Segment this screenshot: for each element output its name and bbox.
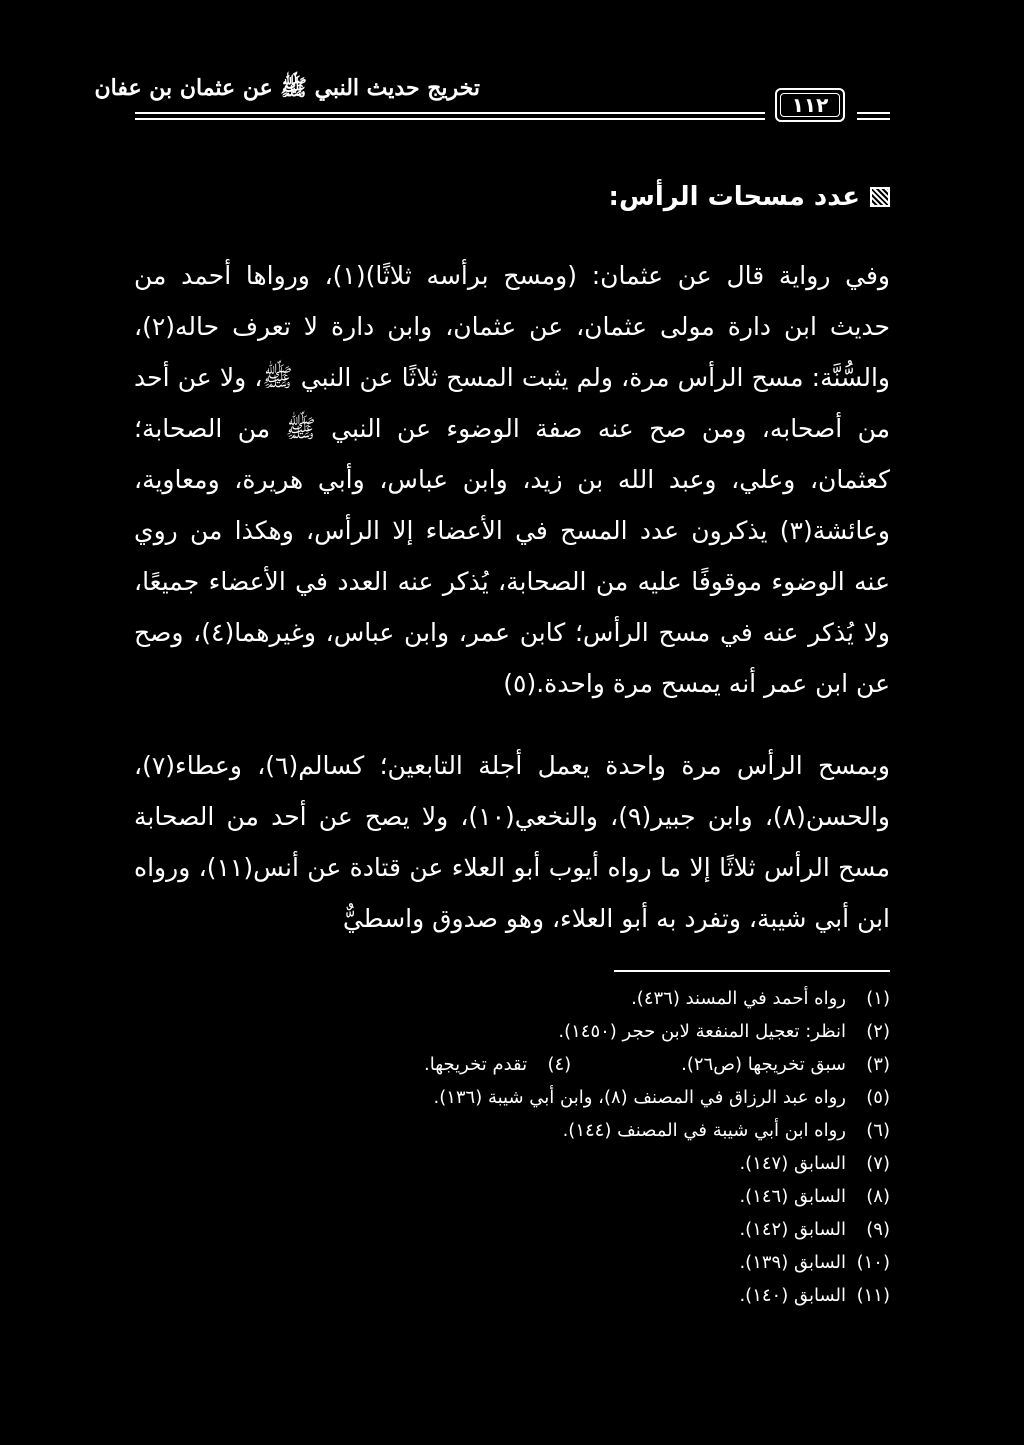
page-number: ١١٢ [791, 93, 829, 117]
footnote-text: السابق (١٤٦). [739, 1186, 846, 1207]
section-heading-text: عدد مسحات الرأس: [608, 182, 860, 212]
footnote [739, 1279, 890, 1312]
footnote [631, 982, 890, 1015]
footnote [563, 1114, 890, 1147]
square-bullet-icon [870, 187, 890, 207]
footnote-row [134, 982, 890, 1015]
footnote-text: رواه أحمد في المسند (٤٣٦). [631, 988, 846, 1009]
footnote-number: (٨) [866, 1186, 890, 1207]
footnote [739, 1180, 890, 1213]
footnote [739, 1147, 890, 1180]
header-rule-line [857, 112, 890, 114]
footnote-text: السابق (١٤٧). [739, 1153, 846, 1174]
header-rule-line [857, 118, 890, 120]
footnote [681, 1048, 890, 1081]
footnote-number: (٩) [866, 1219, 890, 1240]
footnote-row [134, 1048, 890, 1081]
footnote-row [134, 1279, 890, 1312]
footnote-number: (١) [866, 988, 890, 1009]
footnote-number: (٣) [866, 1054, 890, 1075]
footnote [558, 1015, 890, 1048]
footnote-text: السابق (١٤٢). [739, 1219, 846, 1240]
footnote-text: سبق تخريجها (ص٢٦). [681, 1054, 846, 1075]
footnote-number: (٥) [866, 1087, 890, 1108]
footnote-text: السابق (١٣٩). [739, 1252, 846, 1273]
section-heading [609, 182, 890, 212]
header-rule-right [857, 110, 890, 120]
footnote-number: (١١) [856, 1285, 890, 1306]
footnote-row [134, 1213, 890, 1246]
footnote-row [134, 1015, 890, 1048]
footnote-number: (٢) [866, 1021, 890, 1042]
footnote-text: رواه ابن أبي شيبة في المصنف (١٤٤). [562, 1120, 846, 1141]
body-paragraph: وفي رواية قال عن عثمان: (ومسح برأسه ثلاثًا)(١)، ورواها أحمد من حديث ابن دارة مولى عثمان، عن عثمان، وابن دارة لا تعرف حاله(٢)، والسُّنَّة: مسح الرأس مرة، ولم يثبت المسح ثلاثًا عن النبي ﷺ، ولا عن أحد من أصحابه، ومن صح عنه صفة الوضوء عن النبي ﷺ من الصحابة؛ كعثمان، وعلي، وعبد الله بن زيد، وابن عباس، وأبي هريرة، ومعاوية، وعائشة(٣) يذكرون عدد المسح في الأعضاء إلا الرأس، وهكذا من روي عنه الوضوء موقوفًا عليه من الصحابة، يُذكر عنه العدد في الأعضاء جميعًا، ولا يُذكر عنه في مسح الرأس؛ كابن عمر، وابن عباس، وغيرهما(٤)، وصح عن ابن عمر أنه يمسح مرة واحدة.(٥) [134, 261, 890, 698]
footnote-text: السابق (١٤٠). [739, 1285, 846, 1306]
footnote-text: انظر: تعجيل المنفعة لابن حجر (١٤٥٠). [558, 1021, 846, 1042]
footnote-number: (١٠) [856, 1252, 890, 1273]
footnote-text: رواه عبد الرزاق في المصنف (٨)، وابن أبي شيبة (١٣٦). [433, 1087, 846, 1108]
header-rule-left [135, 110, 765, 120]
footnote-number: (٤) [547, 1054, 572, 1075]
footnote-row [134, 1114, 890, 1147]
footnote-row [134, 1246, 890, 1279]
footnote-separator [614, 970, 890, 972]
footnote [739, 1213, 890, 1246]
footnote-row [134, 1180, 890, 1213]
footnote-number: (٦) [866, 1120, 890, 1141]
footnote [424, 1048, 571, 1081]
footnote-number: (٧) [866, 1153, 890, 1174]
footnote-text: تقدم تخريجها. [424, 1054, 528, 1075]
footnote-row [134, 1147, 890, 1180]
footnote [433, 1081, 890, 1114]
footnote-row [134, 1081, 890, 1114]
footnotes [134, 982, 890, 1312]
book-title: تخريج حديث النبي ﷺ عن عثمان بن عفان [94, 75, 480, 101]
page-header [94, 70, 890, 130]
page-number-frame [775, 88, 845, 122]
footnote [739, 1246, 890, 1279]
header-rule-line [135, 118, 765, 120]
header-rule-line [135, 112, 765, 114]
body-paragraph: وبمسح الرأس مرة واحدة يعمل أجلة التابعين؛ كسالم(٦)، وعطاء(٧)، والحسن(٨)، وابن جبير(٩)، والنخعي(١٠)، ولا يصح عن أحد من الصحابة مسح الرأس ثلاثًا إلا ما رواه أيوب أبو العلاء عن قتادة عن أنس(١١)، ورواه ابن أبي شيبة، وتفرد به أبو العلاء، وهو صدوق واسطيٌّ [134, 751, 890, 933]
